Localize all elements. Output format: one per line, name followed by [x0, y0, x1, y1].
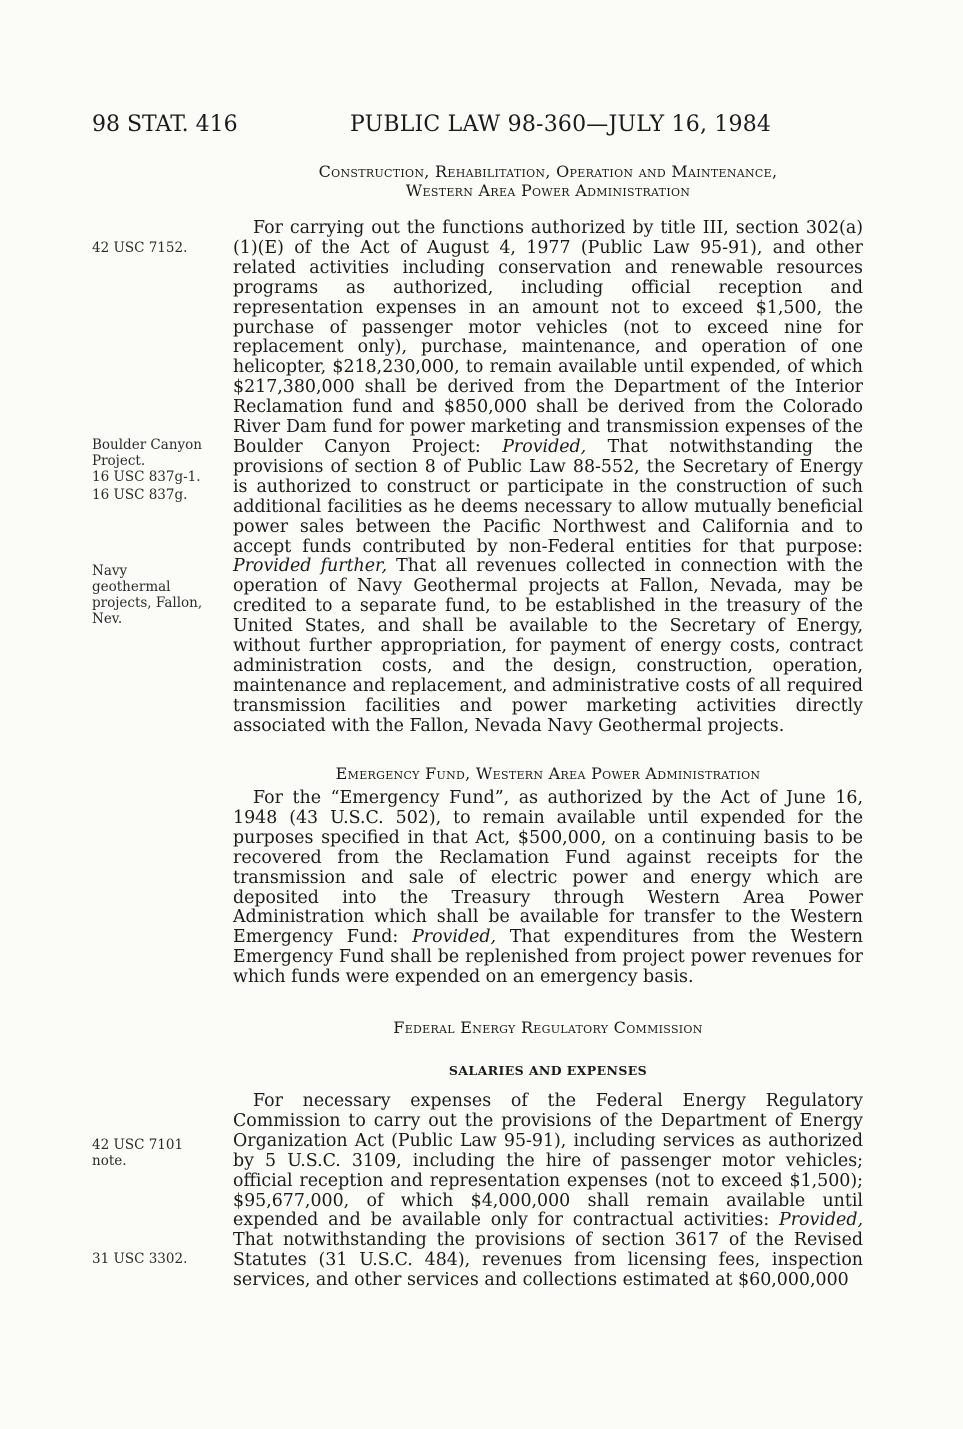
- section-body-emergency-fund: [233, 789, 863, 988]
- proviso: Provided further,: [233, 556, 387, 577]
- margin-note-text: geothermal: [92, 579, 171, 595]
- margin-note-text: 42 USC 7101: [92, 1137, 184, 1153]
- margin-note-boulder-canyon: [92, 437, 228, 503]
- section-heading-construction: [233, 162, 863, 200]
- margin-note-42usc7101: [92, 1137, 228, 1169]
- margin-note-text: Project.: [92, 453, 146, 469]
- margin-note-text: 42 USC 7152.: [92, 240, 188, 256]
- margin-note-text: note.: [92, 1153, 127, 1169]
- margin-note-text: 16 USC 837g-1.: [92, 469, 201, 485]
- section-body-ferc: [233, 1092, 863, 1291]
- proviso: Provided,: [502, 436, 587, 457]
- public-law-title: PUBLIC LAW 98-360—JULY 16, 1984: [350, 112, 772, 137]
- paragraph: For necessary expenses of the Federal Energy Regulatory Commission to carry out the provisions of the Department of Energy Organization Act (Public Law 95-91), including services as authorized by 5 U.S.C. 3109, including the hire of passenger motor vehicles; official reception and representation expenses (not to exceed $1,500); $95,677,000, of which $4,000,000 shall remain available until expended and be available only for contractual activities: Provided, That notwithstanding the provisions of section 3617 of the Revised Statutes (31 U.S.C. 484), revenues from licensing fees, inspection services, and other services and collections estimated at $60,000,000: [233, 1091, 863, 1291]
- heading-line: Emergency Fund, Western Area Power Administration: [335, 764, 761, 783]
- section-heading-ferc: [233, 1018, 863, 1037]
- proviso: Provided,: [779, 1210, 863, 1231]
- margin-note-text: 16 USC 837g.: [92, 487, 188, 503]
- margin-note-42usc7152: [92, 240, 228, 256]
- margin-note-text: 31 USC 3302.: [92, 1251, 188, 1267]
- margin-note-31usc3302: [92, 1251, 228, 1267]
- margin-note-text: Navy: [92, 563, 128, 579]
- margin-note-text: Nev.: [92, 611, 123, 627]
- subheading-salaries: SALARIES AND EXPENSES: [448, 1063, 648, 1078]
- paragraph: For carrying out the functions authorized by title III, section 302(a)(1)(E) of the Act of August 4, 1977 (Public Law 95-91), and other related activities including conservation and renewable resources programs as authorized, including official reception and representation expenses in an amount not to exceed $1,500, the purchase of passenger motor vehicles (not to exceed nine for replacement only), purchase, maintenance, and operation of one helicopter, $218,230,000, to remain available until expended, of which $217,380,000 shall be derived from the Department of the Interior Reclamation fund and $850,000 shall be derived from the Colorado River Dam fund for power marketing and transmission expenses of the Boulder Canyon Project: Provided, That notwithstanding the provisions of section 8 of Public Law 88-552, the Secretary of Energy is authorized to construct or participate in the construction of such additional facilities as he deems necessary to allow mutually beneficial power sales between the Pacific Northwest and California and to accept funds contributed by non-Federal entities for that purpose: Provided further, That all revenues collected in connection with the operation of Navy Geothermal projects at Fallon, Nevada, may be credited to a separate fund, to be established in the treasury of the United States, and shall be available to the Secretary of Energy, without further appropriation, for payment of energy costs, contract administration costs, and the design, construction, operation, maintenance and replacement, and administrative costs of all required transmission facilities and power marketing activities directly associated with the Fallon, Nevada Navy Geothermal projects.: [233, 218, 863, 736]
- stat-page-number: 98 STAT. 416: [92, 112, 238, 137]
- heading-line: Federal Energy Regulatory Commission: [393, 1018, 703, 1037]
- proviso: Provided,: [412, 927, 497, 948]
- section-heading-emergency-fund: [233, 764, 863, 783]
- section-body-construction: [233, 219, 863, 737]
- margin-note-text: Boulder Canyon: [92, 437, 202, 453]
- heading-line: Construction, Rehabilitation, Operation and Maintenance,: [318, 162, 778, 181]
- page-header: [92, 112, 871, 142]
- margin-note-navy-geothermal: [92, 563, 228, 627]
- heading-line: Western Area Power Administration: [405, 181, 691, 200]
- paragraph: For the “Emergency Fund”, as authorized by the Act of June 16, 1948 (43 U.S.C. 502), to remain available until expended for the purposes specified in that Act, $500,000, on a continuing basis to be recovered from the Reclamation Fund against receipts for the transmission and sale of electric power and energy which are deposited into the Treasury through Western Area Power Administration which shall be available for transfer to the Western Emergency Fund: Provided, That expenditures from the Western Emergency Fund shall be replenished from project power revenues for which funds were expended on an emergency basis.: [233, 788, 864, 988]
- margin-note-text: projects, Fallon,: [92, 595, 203, 611]
